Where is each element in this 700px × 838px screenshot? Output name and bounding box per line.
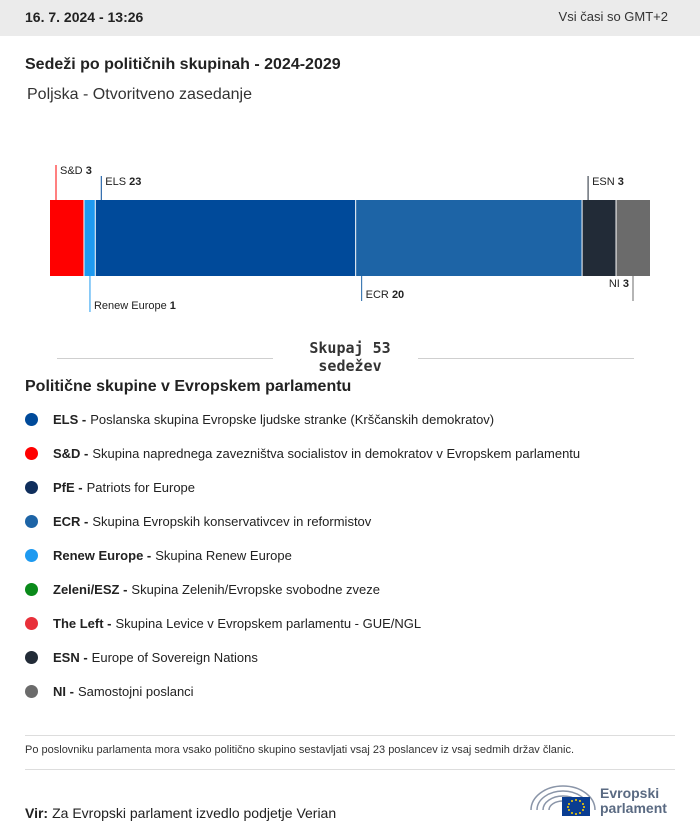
bar-segment [356, 200, 582, 276]
legend-name: Samostojni poslanci [77, 683, 194, 699]
total-divider-right [418, 358, 634, 359]
datetime: 16. 7. 2024 - 13:26 [25, 9, 144, 25]
bar-segment [84, 200, 95, 276]
top-bar [0, 0, 700, 36]
legend-name: Skupina Levice v Evropskem parlamentu - GUE/NGL [115, 615, 422, 631]
legend-name: Patriots for Europe [86, 479, 196, 495]
european-parliament-logo [528, 780, 688, 820]
logo-text-line1: Evropski [600, 785, 660, 801]
bar-label: NI 3 [608, 278, 629, 290]
bar-segment [582, 200, 616, 276]
seat-distribution-chart [0, 150, 700, 330]
legend-item [25, 538, 685, 572]
legend-dot [25, 413, 38, 426]
legend-dot [25, 515, 38, 528]
legend-item [25, 402, 685, 436]
bar-label: Renew Europe 1 [93, 300, 176, 312]
chart-title: Sedeži po političnih skupinah - 2024-2029 [25, 56, 341, 73]
bar-label: ECR 20 [365, 289, 405, 301]
legend-abbr: Renew Europe - [53, 547, 152, 563]
bar-label: S&D 3 [60, 165, 92, 177]
legend-name: Skupina Evropskih konservativcev in reformistov [92, 513, 372, 529]
legend-dot [25, 685, 38, 698]
legend-abbr: ELS - [53, 411, 87, 427]
total-divider-left [57, 358, 273, 359]
legend-name: Europe of Sovereign Nations [91, 649, 258, 665]
bar-label: ESN 3 [592, 176, 624, 188]
total-seats-unit: sedežev [318, 357, 382, 375]
legend-dot [25, 651, 38, 664]
legend-dot [25, 481, 38, 494]
legend-name: Poslanska skupina Evropske ljudske stranke (Krščanskih demokratov) [90, 411, 495, 427]
legend-name: Skupina naprednega zavezništva socialistov in demokratov v Evropskem parlamentu [92, 445, 581, 461]
legend-dot [25, 617, 38, 630]
legend-dot [25, 549, 38, 562]
legend-item [25, 674, 685, 708]
bar-segment [95, 200, 355, 276]
logo-text-line2: parlament [600, 800, 667, 816]
legend-abbr: S&D - [53, 445, 89, 461]
legend-abbr: The Left - [53, 615, 112, 631]
total-seats [280, 339, 420, 375]
legend-item [25, 640, 685, 674]
source-line [25, 805, 336, 821]
legend-item [25, 504, 685, 538]
legend [25, 402, 685, 708]
legend-title: Politične skupine v Evropskem parlamentu [25, 378, 352, 395]
legend-dot [25, 583, 38, 596]
timezone-note: Vsi časi so GMT+2 [558, 9, 668, 24]
legend-abbr: ESN - [53, 649, 88, 665]
legend-item [25, 606, 685, 640]
divider-top [25, 735, 675, 736]
legend-name: Skupina Zelenih/Evropske svobodne zveze [131, 581, 380, 597]
bar-label: ELS 23 [105, 176, 142, 188]
legend-item [25, 436, 685, 470]
bar-segment [50, 200, 84, 276]
rules-note: Po poslovniku parlamenta mora vsako politično skupino sestavljati vsaj 23 poslancev iz vsaj sedmih držav članic. [25, 744, 575, 756]
total-seats-count: Skupaj 53 [309, 339, 391, 357]
legend-abbr: Zeleni/ESZ - [53, 581, 128, 597]
legend-item [25, 572, 685, 606]
legend-abbr: ECR - [53, 513, 89, 529]
parliament-hemicycle-icon [528, 780, 598, 820]
divider-bottom [25, 769, 675, 770]
bar-segment [616, 200, 650, 276]
source-text: Za Evropski parlament izvedlo podjetje Verian [52, 805, 337, 821]
legend-dot [25, 447, 38, 460]
source-label: Vir: [25, 805, 49, 821]
legend-abbr: NI - [53, 683, 74, 699]
legend-name: Skupina Renew Europe [155, 547, 292, 563]
legend-item [25, 470, 685, 504]
chart-subtitle: Poljska - Otvoritveno zasedanje [27, 86, 252, 103]
legend-abbr: PfE - [53, 479, 83, 495]
